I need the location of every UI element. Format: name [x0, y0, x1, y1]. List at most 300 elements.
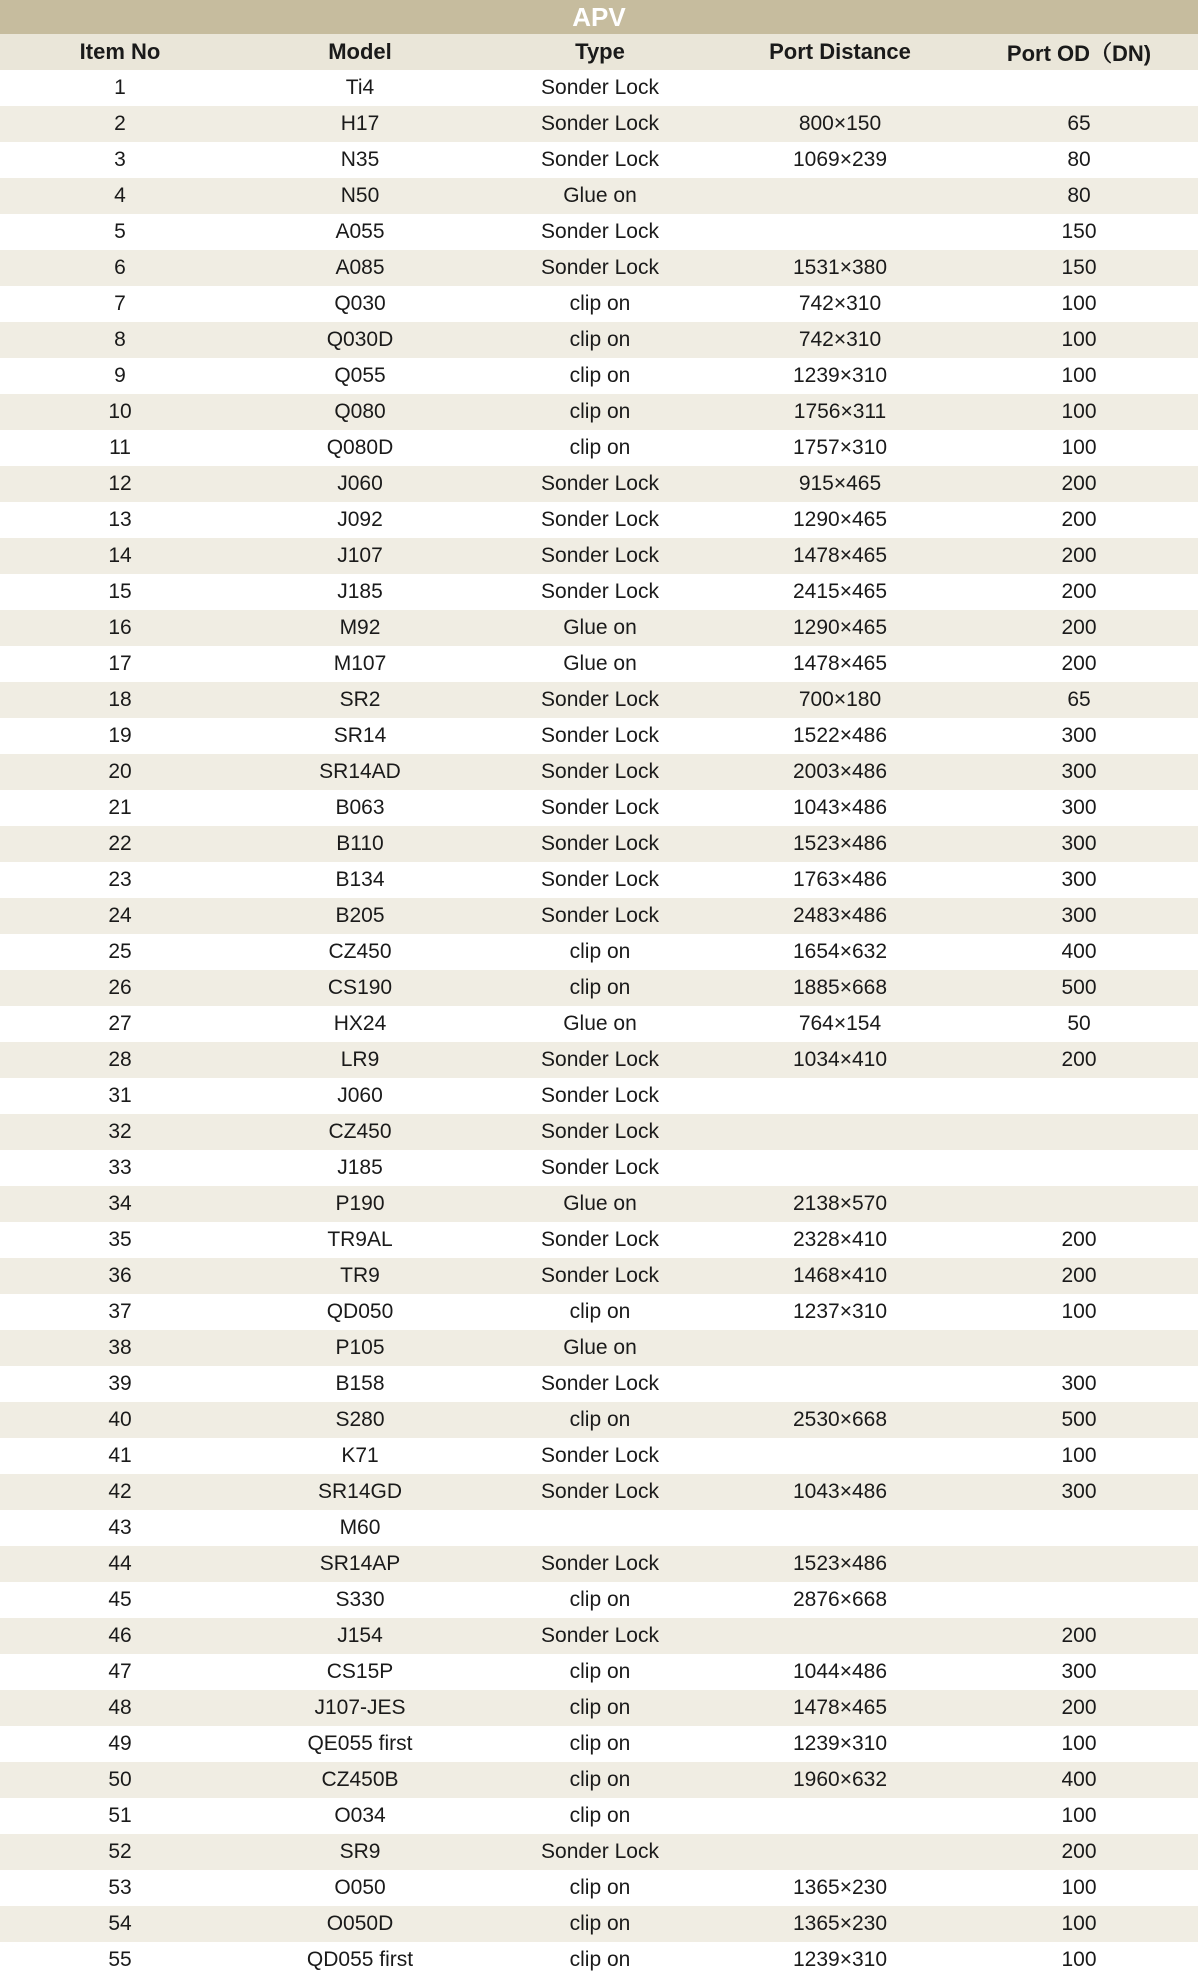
- cell-item-no: 19: [0, 718, 240, 754]
- cell-port-od: 50: [960, 1006, 1198, 1042]
- cell-item-no: 1: [0, 70, 240, 106]
- cell-model: S330: [240, 1582, 480, 1618]
- cell-port-distance: 1478×465: [720, 646, 960, 682]
- cell-port-od: 200: [960, 1618, 1198, 1654]
- cell-port-distance: [720, 1078, 960, 1114]
- header-type: Type: [480, 34, 720, 70]
- cell-port-od: 300: [960, 1474, 1198, 1510]
- table-row: [0, 1150, 1198, 1186]
- header-port-distance: Port Distance: [720, 34, 960, 70]
- cell-port-distance: 764×154: [720, 1006, 960, 1042]
- cell-type: Sonder Lock: [480, 1474, 720, 1510]
- cell-item-no: 46: [0, 1618, 240, 1654]
- table-row: [0, 718, 1198, 754]
- cell-item-no: 50: [0, 1762, 240, 1798]
- cell-port-distance: 915×465: [720, 466, 960, 502]
- cell-type: clip on: [480, 286, 720, 322]
- cell-model: SR14: [240, 718, 480, 754]
- table-row: [0, 1582, 1198, 1618]
- cell-port-distance: [720, 214, 960, 250]
- cell-port-od: 150: [960, 250, 1198, 286]
- table-row: [0, 1510, 1198, 1546]
- cell-port-distance: 1523×486: [720, 826, 960, 862]
- cell-port-od: 400: [960, 1762, 1198, 1798]
- table-row: [0, 934, 1198, 970]
- cell-type: Glue on: [480, 1330, 720, 1366]
- table-row: [0, 70, 1198, 106]
- cell-model: S280: [240, 1402, 480, 1438]
- cell-item-no: 35: [0, 1222, 240, 1258]
- cell-port-od: 80: [960, 178, 1198, 214]
- cell-port-od: 200: [960, 466, 1198, 502]
- cell-port-distance: 1043×486: [720, 790, 960, 826]
- cell-model: J107: [240, 538, 480, 574]
- cell-model: LR9: [240, 1042, 480, 1078]
- cell-type: Sonder Lock: [480, 538, 720, 574]
- cell-item-no: 4: [0, 178, 240, 214]
- cell-type: clip on: [480, 1726, 720, 1762]
- cell-model: Q080: [240, 394, 480, 430]
- cell-port-od: [960, 1114, 1198, 1150]
- cell-type: Glue on: [480, 178, 720, 214]
- cell-port-distance: 700×180: [720, 682, 960, 718]
- cell-model: N50: [240, 178, 480, 214]
- cell-item-no: 38: [0, 1330, 240, 1366]
- cell-type: clip on: [480, 1906, 720, 1942]
- table-row: [0, 1870, 1198, 1906]
- cell-item-no: 10: [0, 394, 240, 430]
- cell-port-distance: 1237×310: [720, 1294, 960, 1330]
- cell-model: P190: [240, 1186, 480, 1222]
- cell-model: H17: [240, 106, 480, 142]
- cell-model: A085: [240, 250, 480, 286]
- cell-port-od: 80: [960, 142, 1198, 178]
- cell-type: Sonder Lock: [480, 898, 720, 934]
- cell-item-no: 14: [0, 538, 240, 574]
- cell-port-distance: 1522×486: [720, 718, 960, 754]
- cell-port-distance: [720, 1114, 960, 1150]
- cell-type: Sonder Lock: [480, 1078, 720, 1114]
- cell-port-distance: [720, 1330, 960, 1366]
- cell-port-od: 150: [960, 214, 1198, 250]
- cell-item-no: 25: [0, 934, 240, 970]
- cell-port-od: [960, 70, 1198, 106]
- cell-item-no: 54: [0, 1906, 240, 1942]
- cell-port-distance: 2138×570: [720, 1186, 960, 1222]
- cell-port-distance: 1239×310: [720, 1726, 960, 1762]
- cell-port-od: 100: [960, 430, 1198, 466]
- cell-port-od: 100: [960, 1870, 1198, 1906]
- cell-port-od: [960, 1150, 1198, 1186]
- header-port-od: Port OD（DN): [960, 34, 1198, 70]
- table-row: [0, 430, 1198, 466]
- cell-model: J185: [240, 1150, 480, 1186]
- cell-port-od: 100: [960, 1906, 1198, 1942]
- cell-item-no: 40: [0, 1402, 240, 1438]
- cell-type: Sonder Lock: [480, 466, 720, 502]
- cell-port-od: 200: [960, 1690, 1198, 1726]
- table-row: [0, 1402, 1198, 1438]
- cell-model: CZ450B: [240, 1762, 480, 1798]
- cell-port-od: 200: [960, 502, 1198, 538]
- cell-model: J060: [240, 466, 480, 502]
- cell-port-od: 100: [960, 394, 1198, 430]
- cell-type: Sonder Lock: [480, 1438, 720, 1474]
- cell-port-distance: 2328×410: [720, 1222, 960, 1258]
- cell-item-no: 15: [0, 574, 240, 610]
- cell-port-distance: 1290×465: [720, 502, 960, 538]
- cell-item-no: 16: [0, 610, 240, 646]
- cell-item-no: 18: [0, 682, 240, 718]
- cell-port-distance: [720, 1798, 960, 1834]
- cell-port-distance: [720, 1618, 960, 1654]
- table-row: [0, 1798, 1198, 1834]
- cell-port-distance: 1757×310: [720, 430, 960, 466]
- cell-port-od: 100: [960, 322, 1198, 358]
- cell-item-no: 31: [0, 1078, 240, 1114]
- cell-port-od: 200: [960, 574, 1198, 610]
- cell-port-od: 300: [960, 790, 1198, 826]
- table-row: [0, 178, 1198, 214]
- cell-model: M92: [240, 610, 480, 646]
- cell-model: J185: [240, 574, 480, 610]
- cell-item-no: 52: [0, 1834, 240, 1870]
- cell-port-od: [960, 1546, 1198, 1582]
- cell-item-no: 33: [0, 1150, 240, 1186]
- table-row: [0, 1438, 1198, 1474]
- table-row: [0, 1726, 1198, 1762]
- table-row: [0, 1294, 1198, 1330]
- cell-item-no: 28: [0, 1042, 240, 1078]
- cell-type: clip on: [480, 1870, 720, 1906]
- cell-model: QD050: [240, 1294, 480, 1330]
- cell-item-no: 49: [0, 1726, 240, 1762]
- cell-port-od: [960, 1510, 1198, 1546]
- cell-port-distance: [720, 1366, 960, 1402]
- table-row: [0, 1006, 1198, 1042]
- cell-port-distance: [720, 1438, 960, 1474]
- cell-port-od: 300: [960, 1654, 1198, 1690]
- cell-item-no: 13: [0, 502, 240, 538]
- cell-type: Glue on: [480, 1006, 720, 1042]
- cell-type: Glue on: [480, 646, 720, 682]
- table-row: [0, 610, 1198, 646]
- cell-model: O034: [240, 1798, 480, 1834]
- cell-type: Sonder Lock: [480, 1222, 720, 1258]
- table-row: [0, 826, 1198, 862]
- cell-port-distance: 1756×311: [720, 394, 960, 430]
- cell-port-distance: 1654×632: [720, 934, 960, 970]
- cell-type: Sonder Lock: [480, 250, 720, 286]
- table-row: [0, 754, 1198, 790]
- cell-item-no: 23: [0, 862, 240, 898]
- cell-type: clip on: [480, 934, 720, 970]
- cell-item-no: 21: [0, 790, 240, 826]
- cell-item-no: 6: [0, 250, 240, 286]
- table-row: [0, 394, 1198, 430]
- table-row: [0, 970, 1198, 1006]
- cell-port-distance: 1523×486: [720, 1546, 960, 1582]
- cell-port-od: 300: [960, 718, 1198, 754]
- cell-model: TR9: [240, 1258, 480, 1294]
- cell-item-no: 22: [0, 826, 240, 862]
- cell-type: clip on: [480, 1294, 720, 1330]
- cell-model: QD055 first: [240, 1942, 480, 1978]
- cell-item-no: 48: [0, 1690, 240, 1726]
- cell-model: TR9AL: [240, 1222, 480, 1258]
- cell-type: Sonder Lock: [480, 1114, 720, 1150]
- cell-model: O050D: [240, 1906, 480, 1942]
- cell-type: Sonder Lock: [480, 1150, 720, 1186]
- table-row: [0, 466, 1198, 502]
- cell-type: clip on: [480, 1690, 720, 1726]
- table-row: [0, 322, 1198, 358]
- cell-port-distance: 1468×410: [720, 1258, 960, 1294]
- cell-model: J154: [240, 1618, 480, 1654]
- cell-port-od: 500: [960, 1402, 1198, 1438]
- table-row: [0, 1222, 1198, 1258]
- table-row: [0, 1762, 1198, 1798]
- cell-port-distance: 1239×310: [720, 1942, 960, 1978]
- cell-model: P105: [240, 1330, 480, 1366]
- cell-item-no: 42: [0, 1474, 240, 1510]
- table-row: [0, 1618, 1198, 1654]
- cell-item-no: 51: [0, 1798, 240, 1834]
- cell-type: clip on: [480, 1942, 720, 1978]
- cell-type: Sonder Lock: [480, 502, 720, 538]
- apv-table: [0, 34, 1198, 1978]
- cell-type: Sonder Lock: [480, 106, 720, 142]
- table-row: [0, 286, 1198, 322]
- table-row: [0, 1258, 1198, 1294]
- table-body: [0, 70, 1198, 1978]
- cell-port-od: 100: [960, 1726, 1198, 1762]
- table-title: APV: [0, 0, 1198, 34]
- cell-port-od: [960, 1186, 1198, 1222]
- cell-port-distance: [720, 1510, 960, 1546]
- cell-port-distance: [720, 70, 960, 106]
- cell-port-od: 100: [960, 286, 1198, 322]
- cell-type: clip on: [480, 970, 720, 1006]
- cell-model: J092: [240, 502, 480, 538]
- cell-type: Glue on: [480, 1186, 720, 1222]
- cell-model: Q080D: [240, 430, 480, 466]
- cell-model: Q055: [240, 358, 480, 394]
- cell-type: clip on: [480, 1762, 720, 1798]
- cell-item-no: 8: [0, 322, 240, 358]
- cell-item-no: 45: [0, 1582, 240, 1618]
- cell-model: SR2: [240, 682, 480, 718]
- cell-model: SR14GD: [240, 1474, 480, 1510]
- cell-item-no: 20: [0, 754, 240, 790]
- cell-model: B205: [240, 898, 480, 934]
- cell-port-distance: 1290×465: [720, 610, 960, 646]
- table-row: [0, 1942, 1198, 1978]
- cell-port-od: 500: [960, 970, 1198, 1006]
- cell-item-no: 39: [0, 1366, 240, 1402]
- cell-port-distance: [720, 1834, 960, 1870]
- cell-item-no: 27: [0, 1006, 240, 1042]
- cell-item-no: 7: [0, 286, 240, 322]
- cell-item-no: 24: [0, 898, 240, 934]
- cell-type: Sonder Lock: [480, 790, 720, 826]
- cell-model: B134: [240, 862, 480, 898]
- table-row: [0, 1906, 1198, 1942]
- table-row: [0, 1834, 1198, 1870]
- table-row: [0, 1654, 1198, 1690]
- cell-item-no: 9: [0, 358, 240, 394]
- cell-model: J107-JES: [240, 1690, 480, 1726]
- cell-type: clip on: [480, 430, 720, 466]
- cell-port-od: 200: [960, 610, 1198, 646]
- cell-type: Sonder Lock: [480, 1258, 720, 1294]
- cell-port-distance: 1044×486: [720, 1654, 960, 1690]
- cell-port-distance: [720, 1150, 960, 1186]
- cell-port-distance: 1034×410: [720, 1042, 960, 1078]
- cell-item-no: 17: [0, 646, 240, 682]
- cell-port-od: 100: [960, 1294, 1198, 1330]
- header-row: [0, 34, 1198, 70]
- cell-type: clip on: [480, 1582, 720, 1618]
- cell-port-od: [960, 1330, 1198, 1366]
- cell-port-distance: 2876×668: [720, 1582, 960, 1618]
- cell-model: B110: [240, 826, 480, 862]
- cell-port-od: 400: [960, 934, 1198, 970]
- cell-port-od: 200: [960, 538, 1198, 574]
- cell-port-distance: 1763×486: [720, 862, 960, 898]
- cell-port-od: [960, 1582, 1198, 1618]
- cell-port-od: 300: [960, 862, 1198, 898]
- cell-type: Sonder Lock: [480, 682, 720, 718]
- cell-item-no: 32: [0, 1114, 240, 1150]
- cell-port-distance: 1043×486: [720, 1474, 960, 1510]
- cell-port-distance: 2003×486: [720, 754, 960, 790]
- cell-port-distance: [720, 178, 960, 214]
- table-row: [0, 1366, 1198, 1402]
- cell-port-od: 200: [960, 1042, 1198, 1078]
- cell-model: N35: [240, 142, 480, 178]
- table-row: [0, 106, 1198, 142]
- cell-model: CS15P: [240, 1654, 480, 1690]
- table-row: [0, 1690, 1198, 1726]
- cell-port-distance: 1365×230: [720, 1906, 960, 1942]
- cell-type: Sonder Lock: [480, 1366, 720, 1402]
- table-row: [0, 1330, 1198, 1366]
- cell-type: Sonder Lock: [480, 1042, 720, 1078]
- cell-item-no: 44: [0, 1546, 240, 1582]
- cell-type: clip on: [480, 1402, 720, 1438]
- cell-port-od: 300: [960, 898, 1198, 934]
- cell-item-no: 36: [0, 1258, 240, 1294]
- cell-model: Q030D: [240, 322, 480, 358]
- cell-port-distance: 742×310: [720, 286, 960, 322]
- cell-model: Q030: [240, 286, 480, 322]
- cell-model: SR14AP: [240, 1546, 480, 1582]
- table-row: [0, 1186, 1198, 1222]
- cell-port-distance: 1478×465: [720, 538, 960, 574]
- cell-model: M60: [240, 1510, 480, 1546]
- table-row: [0, 898, 1198, 934]
- cell-model: SR9: [240, 1834, 480, 1870]
- cell-model: HX24: [240, 1006, 480, 1042]
- cell-port-distance: 1069×239: [720, 142, 960, 178]
- cell-type: Sonder Lock: [480, 1546, 720, 1582]
- cell-port-od: 300: [960, 826, 1198, 862]
- header-model: Model: [240, 34, 480, 70]
- cell-type: Sonder Lock: [480, 718, 720, 754]
- cell-port-od: 100: [960, 1438, 1198, 1474]
- table-row: [0, 646, 1198, 682]
- cell-port-od: 200: [960, 1258, 1198, 1294]
- cell-type: Sonder Lock: [480, 70, 720, 106]
- table-row: [0, 250, 1198, 286]
- table-row: [0, 358, 1198, 394]
- cell-item-no: 55: [0, 1942, 240, 1978]
- cell-port-distance: 1531×380: [720, 250, 960, 286]
- cell-model: J060: [240, 1078, 480, 1114]
- cell-item-no: 41: [0, 1438, 240, 1474]
- table-row: [0, 1042, 1198, 1078]
- cell-type: clip on: [480, 1654, 720, 1690]
- cell-type: Glue on: [480, 610, 720, 646]
- cell-model: CZ450: [240, 1114, 480, 1150]
- table-row: [0, 1474, 1198, 1510]
- cell-port-distance: 1365×230: [720, 1870, 960, 1906]
- cell-item-no: 12: [0, 466, 240, 502]
- cell-model: Ti4: [240, 70, 480, 106]
- cell-port-distance: 2415×465: [720, 574, 960, 610]
- table-row: [0, 862, 1198, 898]
- table-row: [0, 682, 1198, 718]
- cell-port-od: [960, 1078, 1198, 1114]
- table-row: [0, 1546, 1198, 1582]
- cell-type: Sonder Lock: [480, 574, 720, 610]
- cell-item-no: 37: [0, 1294, 240, 1330]
- cell-port-od: 100: [960, 1798, 1198, 1834]
- cell-type: [480, 1510, 720, 1546]
- table-row: [0, 142, 1198, 178]
- cell-port-distance: 1960×632: [720, 1762, 960, 1798]
- cell-type: clip on: [480, 394, 720, 430]
- header-item-no: Item No: [0, 34, 240, 70]
- cell-port-od: 100: [960, 1942, 1198, 1978]
- cell-port-distance: 1885×668: [720, 970, 960, 1006]
- table-row: [0, 214, 1198, 250]
- cell-type: clip on: [480, 1798, 720, 1834]
- cell-type: clip on: [480, 322, 720, 358]
- cell-item-no: 11: [0, 430, 240, 466]
- cell-item-no: 5: [0, 214, 240, 250]
- cell-port-distance: 2530×668: [720, 1402, 960, 1438]
- cell-model: A055: [240, 214, 480, 250]
- cell-model: QE055 first: [240, 1726, 480, 1762]
- cell-item-no: 26: [0, 970, 240, 1006]
- cell-model: K71: [240, 1438, 480, 1474]
- cell-type: Sonder Lock: [480, 1834, 720, 1870]
- cell-item-no: 53: [0, 1870, 240, 1906]
- cell-port-distance: 742×310: [720, 322, 960, 358]
- cell-port-od: 200: [960, 1222, 1198, 1258]
- cell-item-no: 43: [0, 1510, 240, 1546]
- cell-type: Sonder Lock: [480, 142, 720, 178]
- cell-port-od: 300: [960, 1366, 1198, 1402]
- table-row: [0, 1078, 1198, 1114]
- cell-port-distance: 2483×486: [720, 898, 960, 934]
- cell-port-od: 300: [960, 754, 1198, 790]
- cell-model: O050: [240, 1870, 480, 1906]
- cell-item-no: 34: [0, 1186, 240, 1222]
- cell-item-no: 3: [0, 142, 240, 178]
